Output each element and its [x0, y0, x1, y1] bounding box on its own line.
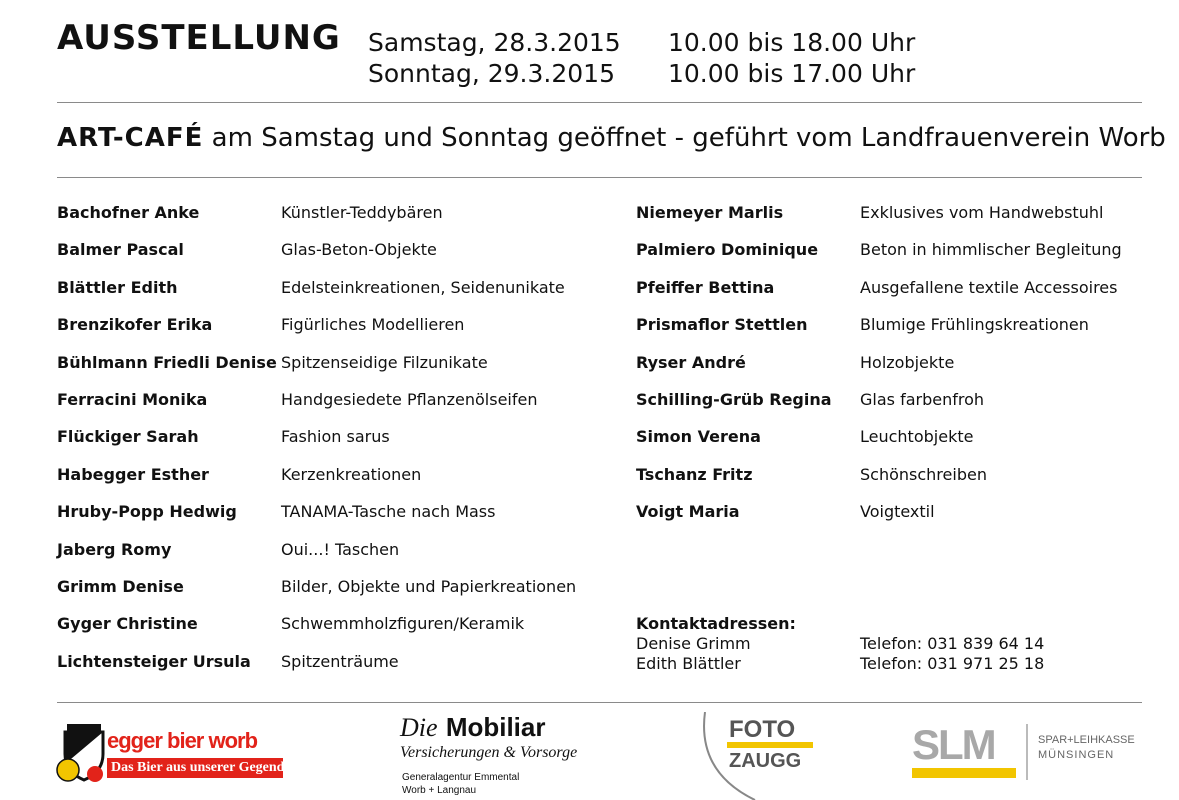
slm-separator: [1026, 724, 1028, 780]
exhibitor-name: Ferracini Monika: [57, 390, 208, 409]
exhibitor-item: Figürliches Modellieren: [281, 315, 465, 335]
schedule-time-2: 10.00 bis 17.00 Uhr: [668, 59, 916, 88]
slm-logo: [910, 722, 1150, 782]
mobiliar-agency-line2: Worb + Langnau: [402, 785, 477, 796]
contact-name-2: Edith Blättler: [636, 654, 741, 673]
mobiliar-tagline: Versicherungen & Vorsorge: [400, 744, 578, 761]
exhibitor-item: Blumige Frühlingskreationen: [860, 315, 1089, 335]
exhibitor-name: Ryser André: [636, 352, 746, 372]
exhibitor-name: Pfeiffer Bettina: [636, 277, 775, 297]
exhibitor-item: Glas farbenfroh: [860, 390, 985, 409]
exhibitor-name: Tschanz Fritz: [636, 464, 753, 484]
exhibitor-name: Schilling-Grüb Regina: [636, 390, 832, 409]
exhibitor-name: Niemeyer Marlis: [636, 203, 784, 222]
mobiliar-agency-line1: Generalagentur Emmental: [402, 772, 520, 783]
exhibitor-name: Balmer Pascal: [57, 240, 184, 260]
exhibitor-item: TANAMA-Tasche nach Mass: [281, 502, 496, 522]
divider-top: [57, 102, 1142, 103]
exhibitor-item: Edelsteinkreationen, Seidenunikate: [281, 277, 565, 297]
exhibitor-name: Palmiero Dominique: [636, 240, 819, 260]
exhibitor-item: Leuchtobjekte: [860, 427, 974, 447]
contact-name-1: Denise Grimm: [636, 634, 751, 653]
mobiliar-wordmark: [400, 712, 545, 743]
exhibitor-name: Habegger Esther: [57, 464, 209, 484]
slm-yellow-bar: [912, 768, 1016, 778]
exhibitor-item: Glas-Beton-Objekte: [281, 240, 437, 260]
exhibitor-item: Holzobjekte: [860, 352, 955, 372]
foto-zaugg-logo: [695, 712, 835, 800]
foto-line1: FOTO: [729, 716, 796, 743]
cafe-text: am Samstag und Sonntag geöffnet - geführt vom Landfrauenverein Worb: [211, 123, 1166, 153]
exhibitor-item: Kerzenkreationen: [281, 464, 422, 484]
slm-letters: SLM: [912, 721, 995, 768]
divider-bottom: [57, 702, 1142, 703]
exhibitor-item: Spitzenseidige Filzunikate: [281, 352, 488, 372]
schedule-date-2: Sonntag, 29.3.2015: [368, 59, 615, 88]
exhibitor-name: Lichtensteiger Ursula: [57, 651, 251, 671]
exhibitor-item: Schönschreiben: [860, 464, 987, 484]
exhibitor-name: Flückiger Sarah: [57, 427, 199, 447]
exhibitor-item: Voigtextil: [860, 502, 935, 522]
mobiliar-brand-bold: Mobiliar: [445, 712, 546, 742]
exhibitor-item: Schwemmholzfiguren/Keramik: [281, 614, 525, 634]
foto-line2: ZAUGG: [729, 750, 802, 772]
mobiliar-logo: [400, 712, 600, 798]
exhibitor-name: Hruby-Popp Hedwig: [57, 502, 237, 522]
exhibitor-name: Bühlmann Friedli Denise: [57, 352, 277, 372]
exhibitor-name: Bachofner Anke: [57, 203, 200, 222]
page-title: AUSSTELLUNG: [57, 18, 341, 58]
exhibitor-item: Bilder, Objekte und Papierkreationen: [281, 577, 577, 596]
divider-middle: [57, 177, 1142, 178]
exhibitor-name: Prismaflor Stettlen: [636, 315, 808, 335]
cafe-name: ART-CAFÉ: [57, 123, 204, 153]
schedule-time-1: 10.00 bis 18.00 Uhr: [668, 28, 916, 57]
exhibitor-item: Oui...! Taschen: [281, 539, 400, 559]
egger-logo: [55, 722, 285, 788]
egger-tagline: Das Bier aus unserer Gegend: [111, 760, 285, 775]
exhibitor-item: Exklusives vom Handwebstuhl: [860, 203, 1104, 222]
exhibitor-name: Brenzikofer Erika: [57, 315, 213, 335]
exhibitor-name: Grimm Denise: [57, 577, 184, 596]
exhibitor-item: Handgesiedete Pflanzenölseifen: [281, 390, 538, 409]
contacts-heading: Kontaktadressen:: [636, 614, 796, 633]
contact-phone-2: Telefon: 031 971 25 18: [860, 654, 1045, 673]
exhibitor-name: Jaberg Romy: [57, 539, 172, 559]
egger-wordmark: egger bier worb: [107, 728, 258, 753]
mobiliar-brand-italic: Die: [400, 713, 438, 742]
exhibitor-item: Künstler-Teddybären: [281, 203, 443, 222]
exhibitor-name: Gyger Christine: [57, 614, 198, 634]
contact-phone-1: Telefon: 031 839 64 14: [860, 634, 1045, 653]
exhibitor-name: Simon Verena: [636, 427, 761, 447]
exhibitor-name: Voigt Maria: [636, 502, 740, 522]
exhibitor-item: Spitzenträume: [281, 651, 399, 671]
egger-crest-icon: [55, 724, 113, 786]
slm-line2: MÜNSINGEN: [1038, 749, 1115, 761]
cafe-announcement: [57, 123, 1166, 153]
exhibitor-item: Fashion sarus: [281, 427, 390, 447]
schedule-date-1: Samstag, 28.3.2015: [368, 28, 621, 57]
slm-line1: SPAR+LEIHKASSE: [1038, 734, 1135, 746]
exhibitor-name: Blättler Edith: [57, 277, 178, 297]
exhibitor-item: Ausgefallene textile Accessoires: [860, 277, 1118, 297]
exhibitor-item: Beton in himmlischer Begleitung: [860, 240, 1122, 260]
